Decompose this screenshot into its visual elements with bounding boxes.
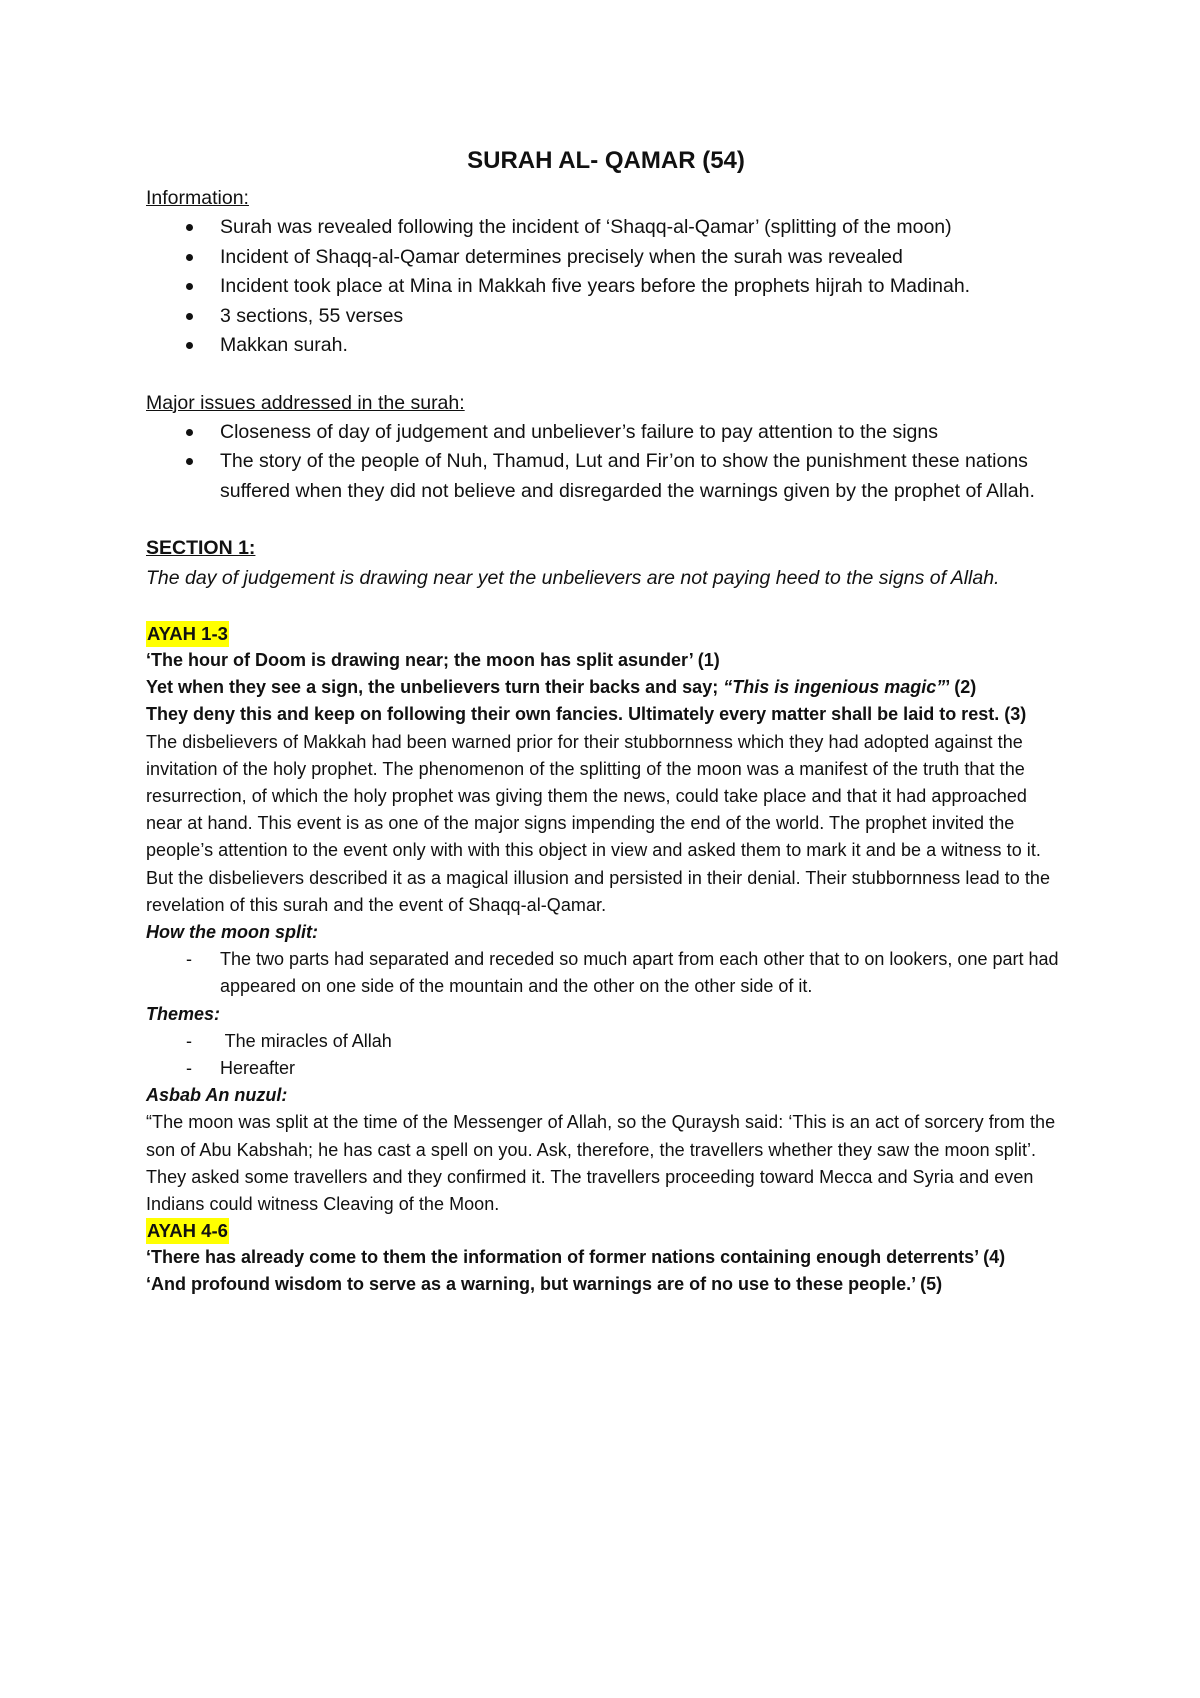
list-item: - Hereafter: [146, 1055, 1066, 1082]
verse-2-end: ’ (2): [945, 677, 977, 698]
list-item: Incident of Shaqq-al-Qamar determines precisely when the surah was revealed: [146, 243, 1066, 273]
how-moon-split-heading: How the moon split:: [146, 922, 318, 943]
information-heading: Information:: [146, 187, 249, 209]
asbab-paragraph: “The moon was split at the time of the Messenger of Allah, so the Quraysh said: ‘This is an act of sorcery from the son of Abu Kabshah; he has cast a spell on you. Ask, therefore, the travellers whether they saw the moon split’. They asked some travellers and they confirmed it. The travellers proceeding toward Mecca and Syria and even Indians could witness Cleaving of the Moon.: [146, 1112, 1056, 1215]
page-title: SURAH AL- QAMAR (54): [467, 147, 745, 174]
ayah-1-3-block: [146, 621, 1066, 1218]
how-moon-split-list: [146, 946, 1066, 1000]
themes-heading: Themes:: [146, 1003, 221, 1024]
section-1-title: SECTION 1:: [146, 537, 256, 559]
verse-1: ‘The hour of Doom is drawing near; the moon has split asunder’ (1): [146, 650, 720, 670]
list-item: 3 sections, 55 verses: [146, 302, 1066, 332]
ayah-heading: AYAH 4-6: [146, 1218, 229, 1244]
verse-2-part: Yet when they see a sign, the unbelievers turn their backs and say;: [146, 677, 724, 698]
verse-2: [146, 674, 1066, 701]
list-item: - The miracles of Allah: [146, 1028, 1066, 1055]
list-item: The story of the people of Nuh, Thamud, Lut and Fir’on to show the punishment these nations suffered when they did not believe and disregarded the warnings given by the prophet of Allah.: [146, 447, 1066, 506]
ayah-4-6-block: [146, 1218, 1066, 1298]
issues-list: [146, 418, 1066, 507]
list-item: - The two parts had separated and receded so much apart from each other that to on lookers, one part had appeared on one side of the mountain and the other on the other side of it.: [146, 946, 1066, 1000]
verse-3: They deny this and keep on following their own fancies. Ultimately every matter shall be laid to rest. (3): [146, 704, 1027, 725]
themes-list: [146, 1028, 1066, 1082]
verse-5: ‘And profound wisdom to serve as a warning, but warnings are of no use to these people.’ (5): [146, 1274, 943, 1295]
section-1-description: The day of judgement is drawing near yet the unbelievers are not paying heed to the signs of Allah.: [146, 567, 1000, 589]
verse-4: ‘There has already come to them the information of former nations containing enough deterrents’ (4): [146, 1247, 1006, 1268]
information-list: [146, 213, 1066, 361]
list-item: Surah was revealed following the incident of ‘Shaqq-al-Qamar’ (splitting of the moon): [146, 213, 1066, 243]
asbab-heading: Asbab An nuzul:: [146, 1085, 288, 1106]
issues-heading: Major issues addressed in the surah:: [146, 391, 465, 414]
verse-2-quote: “This is ingenious magic”: [723, 677, 946, 698]
ayah-heading: AYAH 1-3: [146, 621, 229, 647]
list-item: Closeness of day of judgement and unbeliever’s failure to pay attention to the signs: [146, 418, 1066, 448]
list-item: Incident took place at Mina in Makkah five years before the prophets hijrah to Madinah.: [146, 272, 1066, 302]
list-item: Makkan surah.: [146, 331, 1066, 361]
document-page: [146, 146, 1066, 1299]
explanation-paragraph: The disbelievers of Makkah had been warned prior for their stubbornness which they had adopted against the invitation of the holy prophet. The phenomenon of the splitting of the moon was a manifest of the truth that the resurrection, of which the holy prophet was giving them the news, could take place and that it had approached near at hand. This event is as one of the major signs impending the end of the world. The prophet invited the people’s attention to the event only with with this object in view and asked them to mark it and be a witness to it. But the disbelievers described it as a magical illusion and persisted in their denial. Their stubbornness lead to the revelation of this surah and the event of Shaqq-al-Qamar.: [146, 731, 1051, 915]
